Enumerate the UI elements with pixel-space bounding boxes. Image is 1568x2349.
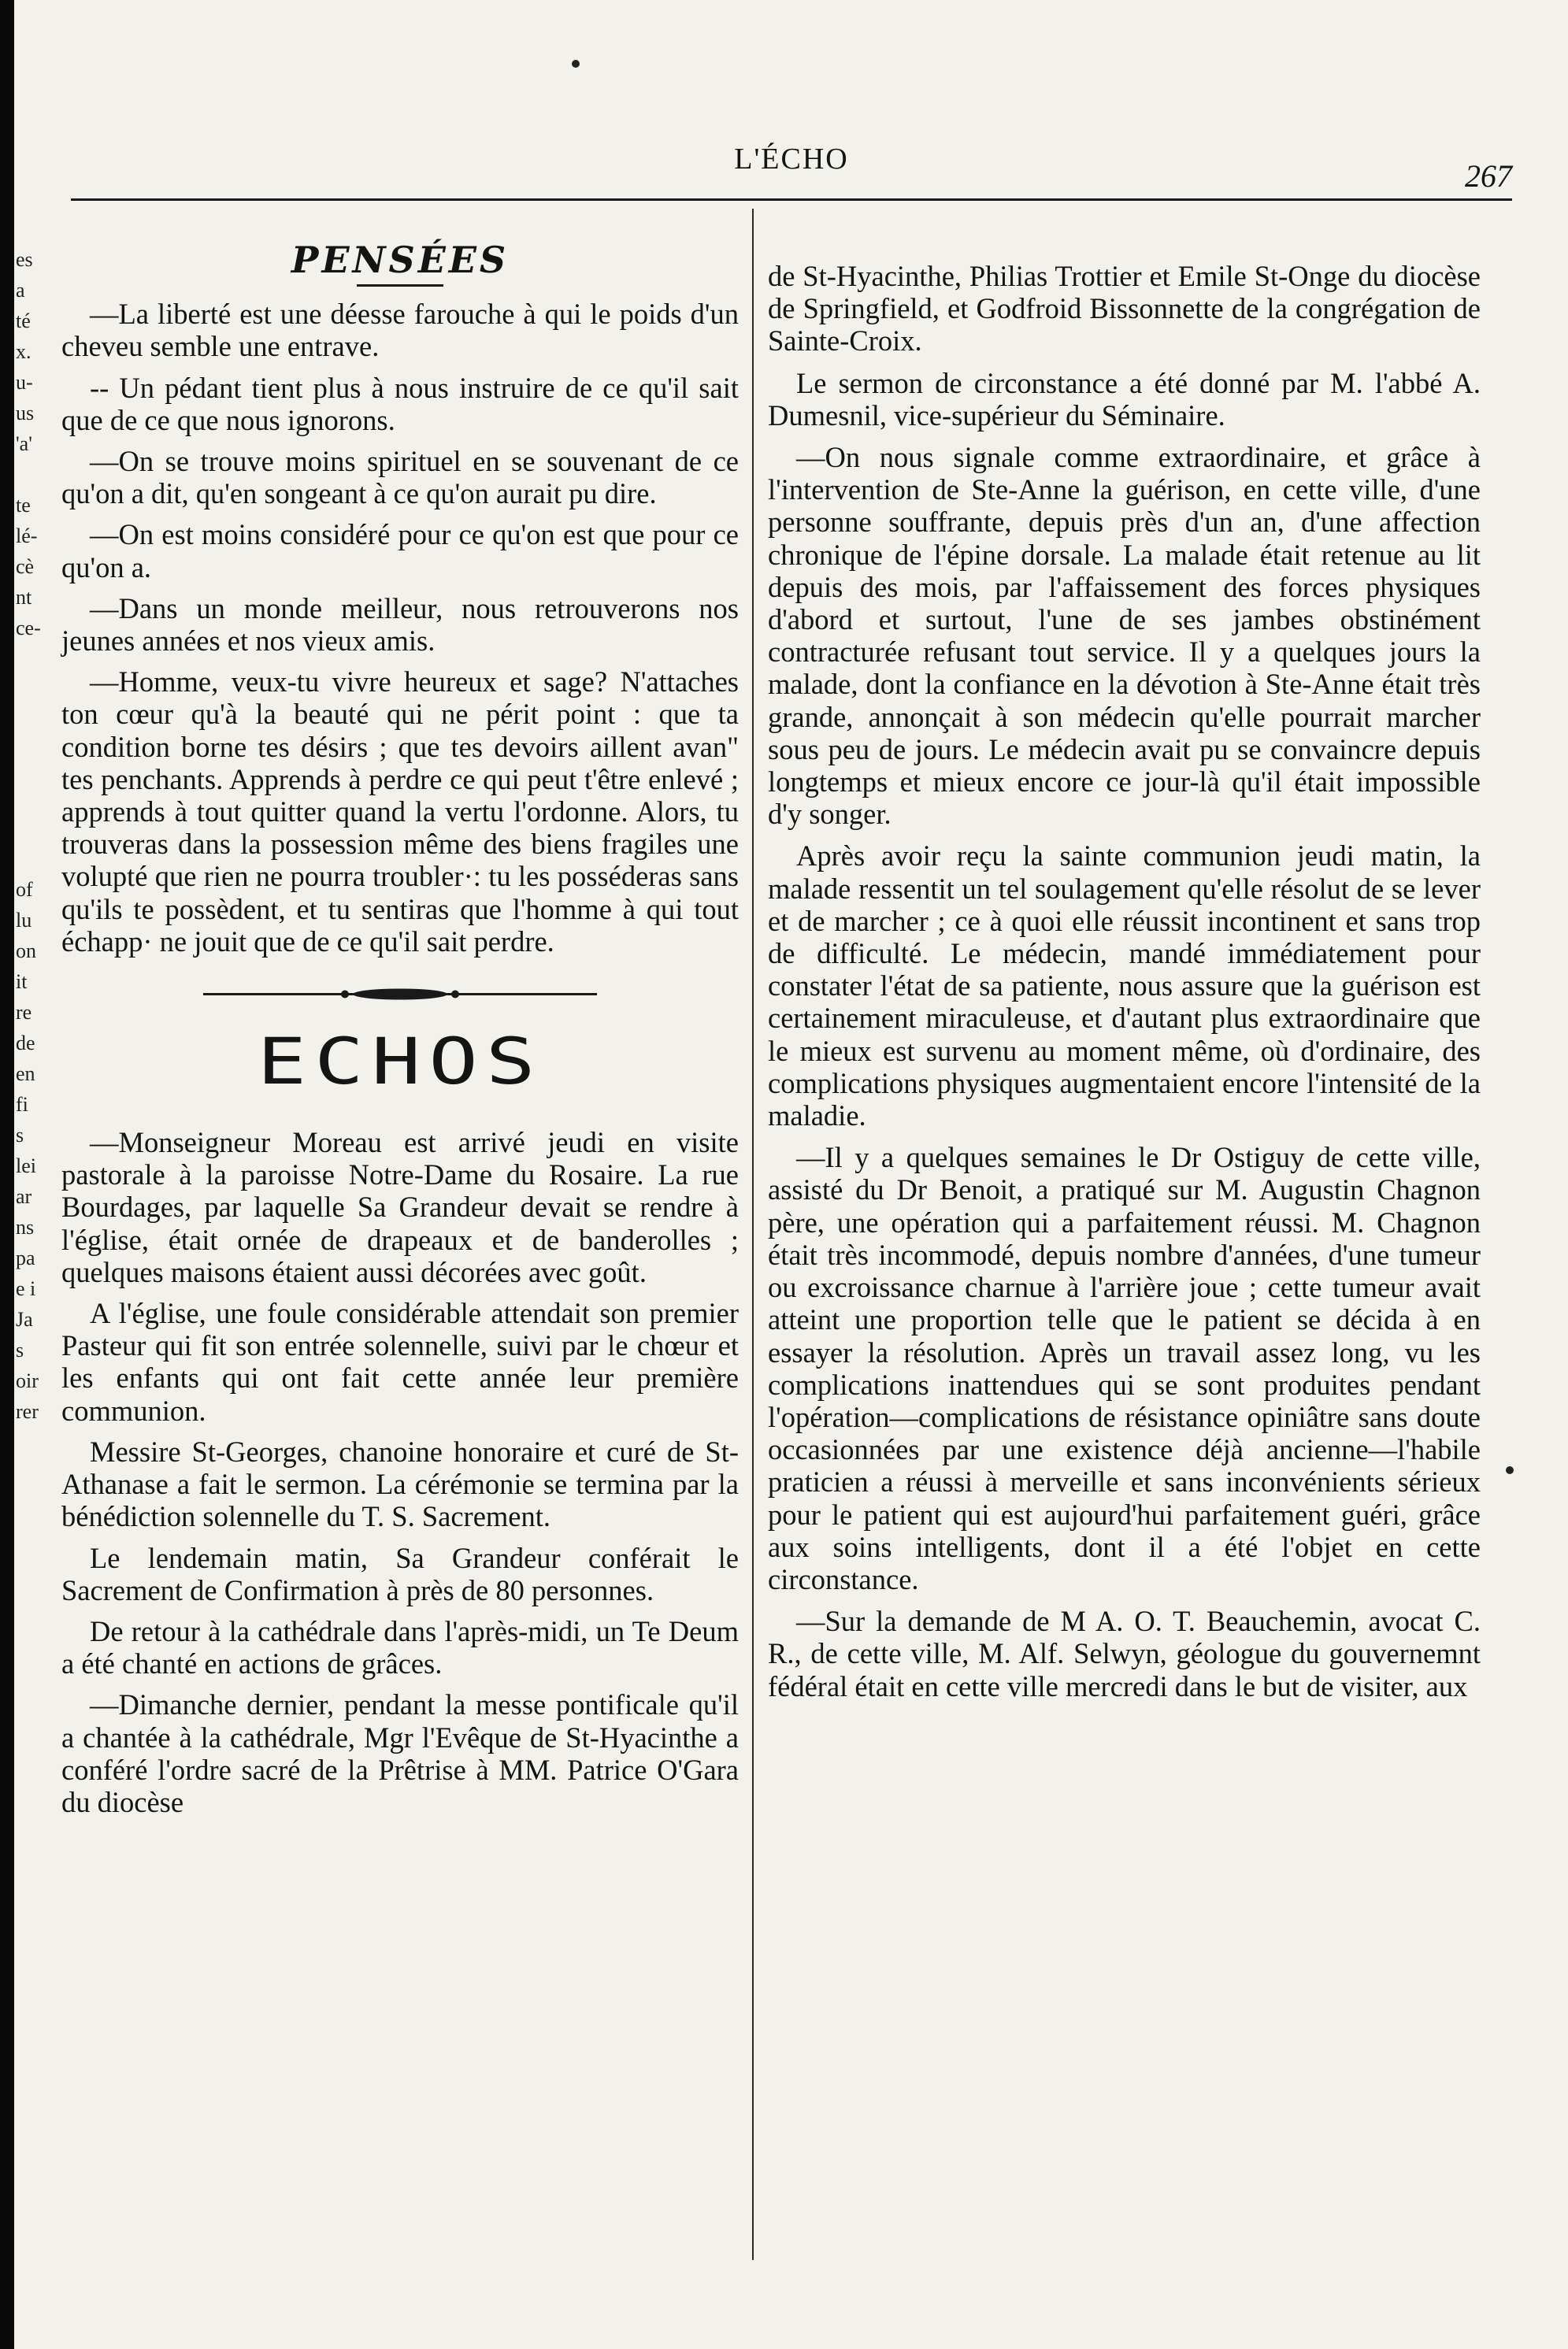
ink-speck [572, 60, 580, 68]
margin-fragment-bottom: of lu on it re de en fi s lei ar ns pa e i Ja s oir rer [16, 878, 39, 1423]
pensee-paragraph: —On est moins considéré pour ce qu'on est que pour ce qu'on a. [61, 518, 739, 584]
echo-paragraph: de St-Hyacinthe, Philias Trottier et Emile St-Onge du diocèse de Springfield, et Godfroid Bissonnette de la congrégation de Sainte-Croix. [768, 260, 1481, 358]
echo-paragraph: —On nous signale comme extraordinaire, et grâce à l'intervention de Ste-Anne la guérison, en cette ville, d'une personne souffrante, depuis près d'un an, d'une affection chronique de l'épine dorsale. La malade était retenue au lit depuis des mois, par l'affaissement des forces physiques d'abord et surtout, l'une de ses jambes obstinément contracturée refusant tout service. Il y a quelques jours la malade, dont la confiance en la dévotion à Ste-Anne était très grande, annonçait à son médecin qu'elle pourrait marcher sous peu de jours. Le médecin avait pu se convaincre depuis longtemps et mieux encore ce jour-là qu'il était impossible d'y songer. [768, 441, 1481, 831]
echo-paragraph: —Il y a quelques semaines le Dr Ostiguy de cette ville, assisté du Dr Benoit, a pratiqué sur M. Augustin Chagnon père, une opération qui a parfaitement réussi. M. Chagnon était très incommodé, depuis nombre d'années, d'une tumeur ou excroissance charnue à l'arrière joue ; cette tumeur avait atteint une proportion telle que le patient se décida à en essayer la résolution. Après un travail assez long, vu les complications inattendues qui se sont produites pendant l'opération—complications de résistance opiniâtre sans doute occasionnées par une existence déjà ancienne—l'habile praticien a réussi à merveille et sans inconvénients sérieux pour le patient qui est aujourd'hui parfaitement guéri, grâce aux soins intelligents, dont il a été l'objet en cette circonstance. [768, 1141, 1481, 1595]
pensee-paragraph: —Dans un monde meilleur, nous retrouverons nos jeunes années et nos vieux amis. [61, 591, 739, 658]
pensee-paragraph: —On se trouve moins spirituel en se souvenant de ce qu'on a dit, qu'en songeant à ce qu'on aurait pu dire. [61, 445, 739, 510]
pensee-paragraph: —Homme, veux-tu vivre heureux et sage? N'attaches ton cœur qu'à la beauté qui ne périt point : que ta condition borne tes désirs ; que tes devoirs aillent avan" tes penchants. Apprends à perdre ce qui peut t'être enlevé ; apprends à tout quitter quand la vertu l'ordonne. Alors, tu trouveras dans la possession même des biens fragiles une volupté que rien ne pourra troubler·: tu les posséderas sans qu'ils te possèdent, et tu sentiras que l'homme à qui tout échapp· ne jouit que de ce qu'il sait perdre. [61, 665, 739, 958]
echo-paragraph: Messire St-Georges, chanoine honoraire et curé de St-Athanase a fait le sermon. La cérémonie se termina par la bénédiction solennelle du T. S. Sacrement. [61, 1435, 739, 1533]
echo-paragraph: —Sur la demande de M A. O. T. Beauchemin, avocat C. R., de cette ville, M. Alf. Selwyn, géologue du gouvernemnt fédéral était en cette ville mercredi dans le but de visiter, aux [768, 1605, 1481, 1702]
title-underline [357, 284, 443, 287]
page-header [71, 134, 1512, 194]
echo-paragraph: Le lendemain matin, Sa Grandeur conférait le Sacrement de Confirmation à près de 80 personnes. [61, 1541, 739, 1606]
left-column [61, 239, 739, 1827]
echo-paragraph: —Monseigneur Moreau est arrivé jeudi en visite pastorale à la paroisse Notre-Dame du Rosaire. La rue Bourdages, par laquelle Sa Grandeur devait se rendre à l'église, était ornée de drapeaux et de banderolles ; quelques maisons étaient aussi décorées avec goût. [61, 1126, 739, 1288]
pensee-paragraph: —La liberté est une déesse farouche à qui le poids d'un cheveu semble une entrave. [61, 298, 739, 363]
section-divider-ornament [61, 986, 739, 1003]
header-rule [71, 198, 1512, 201]
binding-shadow [0, 0, 14, 2349]
echo-paragraph: A l'église, une foule considérable attendait son premier Pasteur qui fit son entrée solennelle, suivi par le chœur et les enfants qui ont fait cette année leur première communion. [61, 1297, 739, 1427]
ink-speck [1506, 1466, 1514, 1474]
pensee-paragraph: -- Un pédant tient plus à nous instruire de ce qu'il sait que de ce que nous ignorons. [61, 371, 739, 436]
margin-fragment-top: es a té x. u- us 'a' te lé- cè nt ce- [16, 248, 41, 639]
echo-paragraph: Le sermon de circonstance a été donné par M. l'abbé A. Dumesnil, vice-supérieur du Séminaire. [768, 366, 1481, 432]
column-divider [752, 209, 754, 2260]
echo-paragraph: Après avoir reçu la sainte communion jeudi matin, la malade ressentit un tel soulagement qu'elle résolut de se lever et de marcher ; ce à quoi elle réussit incontinent et sans trop de difficulté. Le médecin, mandé immédiatement pour constater l'état de sa patiente, nous assure que la guérison est certainement miraculeuse, et d'autant plus extraordinaire que le mieux est survenu au moment même, où d'ordinaire, des complications physiques augmentaient encore l'intensité de la maladie. [768, 839, 1481, 1132]
echo-paragraph: De retour à la cathédrale dans l'après-midi, un Te Deum a été chanté en actions de grâces. [61, 1614, 739, 1680]
page-number: 267 [1465, 158, 1512, 194]
running-title: L'ÉCHO [734, 143, 849, 176]
section-title-echos: ECHOS [257, 1024, 543, 1099]
right-column [768, 260, 1481, 1712]
echo-paragraph: —Dimanche dernier, pendant la messe pontificale qu'il a chantée à la cathédrale, Mgr l'Evêque de St-Hyacinthe a conféré l'ordre sacré de la Prêtrise à MM. Patrice O'Gara du diocèse [61, 1688, 739, 1818]
section-title-pensees: PENSÉES [291, 239, 510, 281]
